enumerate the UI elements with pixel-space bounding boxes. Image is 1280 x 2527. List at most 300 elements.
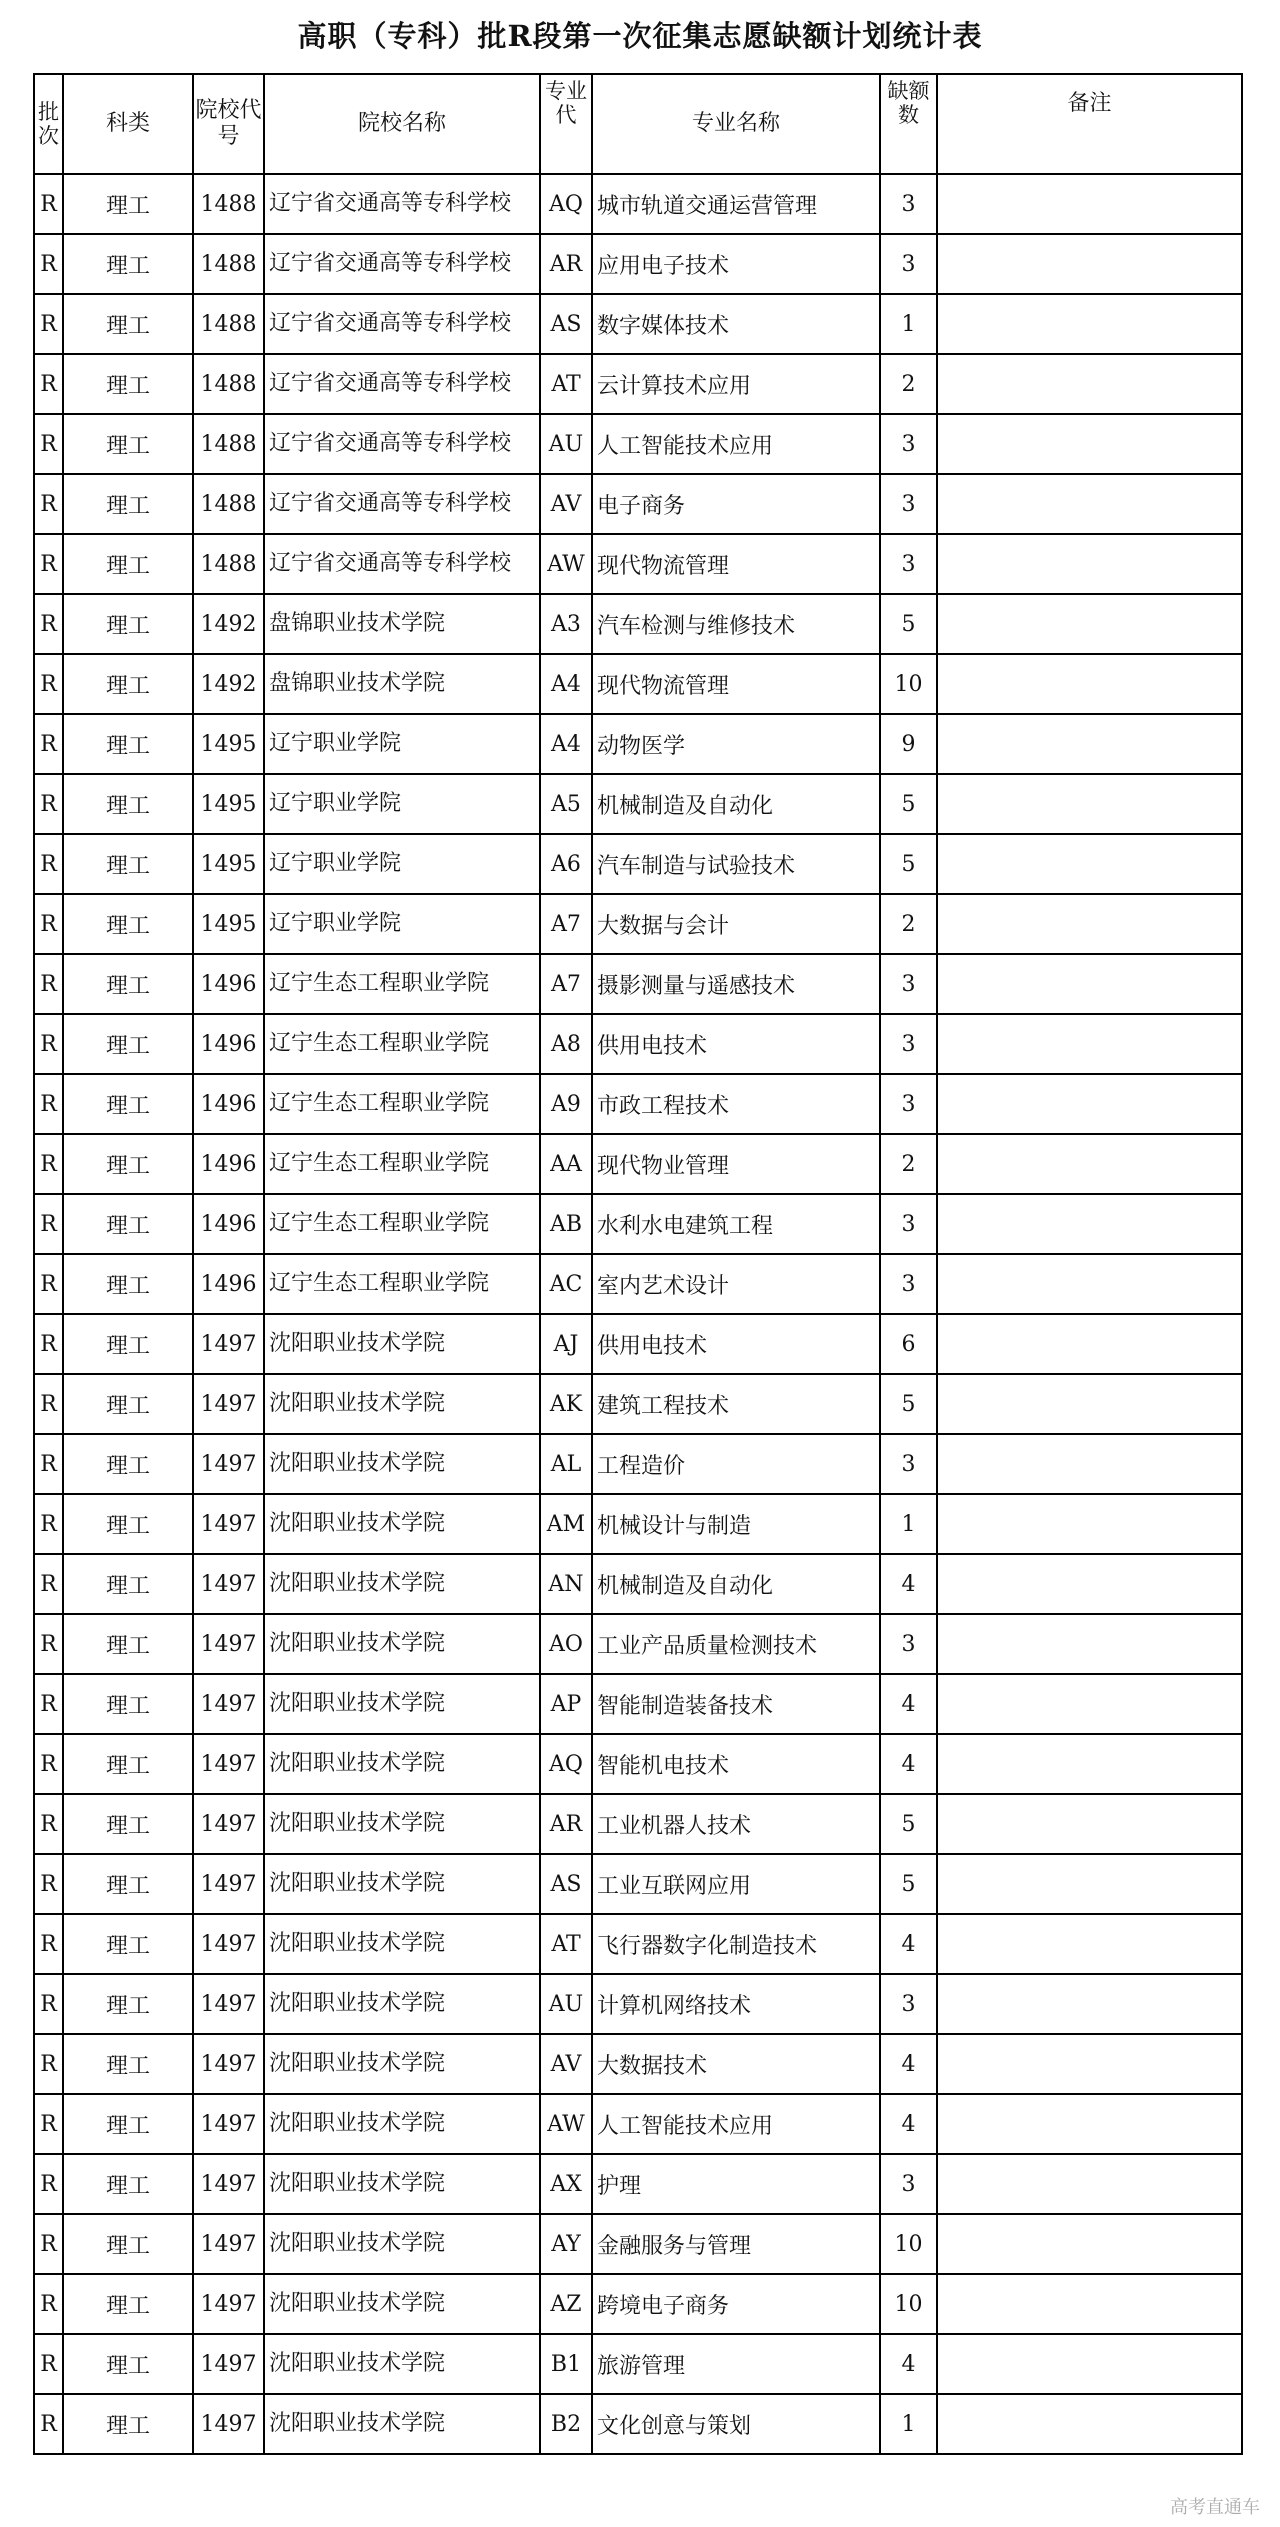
cell-batch: R (34, 354, 63, 414)
header-major-code: 专业代 (540, 74, 592, 174)
cell-remarks (937, 654, 1242, 714)
cell-major-code: AZ (540, 2274, 592, 2334)
cell-school-name: 沈阳职业技术学院 (264, 1674, 540, 1734)
cell-school-code: 1497 (193, 1674, 264, 1734)
cell-school-code: 1497 (193, 1314, 264, 1374)
cell-major-name: 供用电技术 (592, 1314, 880, 1374)
cell-batch: R (34, 834, 63, 894)
cell-major-name: 数字媒体技术 (592, 294, 880, 354)
cell-batch: R (34, 1554, 63, 1614)
cell-school-name: 沈阳职业技术学院 (264, 1854, 540, 1914)
cell-major-code: AV (540, 474, 592, 534)
cell-school-code: 1492 (193, 654, 264, 714)
cell-category: 理工 (63, 2094, 193, 2154)
cell-major-code: A7 (540, 894, 592, 954)
cell-category: 理工 (63, 1554, 193, 1614)
cell-school-code: 1496 (193, 1254, 264, 1314)
table-row (34, 534, 1242, 594)
cell-major-name: 金融服务与管理 (592, 2214, 880, 2274)
cell-batch: R (34, 2034, 63, 2094)
cell-major-code: AK (540, 1374, 592, 1434)
cell-vacancy: 3 (880, 414, 937, 474)
cell-school-code: 1495 (193, 714, 264, 774)
cell-category: 理工 (63, 1074, 193, 1134)
header-batch: 批次 (34, 74, 63, 174)
cell-remarks (937, 1314, 1242, 1374)
cell-major-code: A3 (540, 594, 592, 654)
cell-major-code: AY (540, 2214, 592, 2274)
cell-school-name: 盘锦职业技术学院 (264, 594, 540, 654)
cell-remarks (937, 1254, 1242, 1314)
cell-major-name: 人工智能技术应用 (592, 414, 880, 474)
table-row (34, 1254, 1242, 1314)
cell-batch: R (34, 1914, 63, 1974)
cell-major-name: 工业互联网应用 (592, 1854, 880, 1914)
cell-batch: R (34, 1674, 63, 1734)
cell-school-code: 1488 (193, 354, 264, 414)
cell-category: 理工 (63, 654, 193, 714)
cell-batch: R (34, 2154, 63, 2214)
cell-major-code: AA (540, 1134, 592, 1194)
cell-batch: R (34, 954, 63, 1014)
cell-school-name: 辽宁省交通高等专科学校 (264, 474, 540, 534)
cell-category: 理工 (63, 1794, 193, 1854)
cell-remarks (937, 774, 1242, 834)
cell-school-code: 1497 (193, 1434, 264, 1494)
cell-vacancy: 5 (880, 1854, 937, 1914)
cell-vacancy: 5 (880, 1794, 937, 1854)
cell-school-name: 辽宁省交通高等专科学校 (264, 414, 540, 474)
cell-school-code: 1492 (193, 594, 264, 654)
cell-school-code: 1495 (193, 774, 264, 834)
cell-vacancy: 10 (880, 654, 937, 714)
cell-category: 理工 (63, 234, 193, 294)
cell-major-code: A4 (540, 654, 592, 714)
cell-remarks (937, 834, 1242, 894)
cell-major-name: 城市轨道交通运营管理 (592, 174, 880, 234)
cell-category: 理工 (63, 414, 193, 474)
cell-vacancy: 3 (880, 474, 937, 534)
cell-major-code: AM (540, 1494, 592, 1554)
cell-major-code: AS (540, 294, 592, 354)
cell-batch: R (34, 1314, 63, 1374)
cell-school-code: 1497 (193, 2214, 264, 2274)
cell-school-code: 1497 (193, 2034, 264, 2094)
cell-vacancy: 2 (880, 354, 937, 414)
cell-major-name: 机械设计与制造 (592, 1494, 880, 1554)
cell-remarks (937, 2214, 1242, 2274)
cell-school-code: 1497 (193, 2334, 264, 2394)
cell-vacancy: 3 (880, 1434, 937, 1494)
cell-vacancy: 3 (880, 1614, 937, 1674)
cell-major-code: AU (540, 414, 592, 474)
cell-school-name: 辽宁省交通高等专科学校 (264, 354, 540, 414)
cell-major-code: AN (540, 1554, 592, 1614)
cell-remarks (937, 174, 1242, 234)
cell-batch: R (34, 1854, 63, 1914)
cell-category: 理工 (63, 294, 193, 354)
cell-major-code: AT (540, 1914, 592, 1974)
cell-school-name: 沈阳职业技术学院 (264, 1614, 540, 1674)
cell-school-code: 1488 (193, 294, 264, 354)
cell-major-code: AL (540, 1434, 592, 1494)
header-school-code: 院校代号 (193, 74, 264, 174)
cell-category: 理工 (63, 534, 193, 594)
cell-remarks (937, 714, 1242, 774)
cell-category: 理工 (63, 714, 193, 774)
cell-major-code: A6 (540, 834, 592, 894)
cell-remarks (937, 2154, 1242, 2214)
table-row (34, 2214, 1242, 2274)
watermark: 高考直通车 (1170, 2497, 1260, 2518)
cell-category: 理工 (63, 894, 193, 954)
cell-category: 理工 (63, 774, 193, 834)
cell-category: 理工 (63, 1974, 193, 2034)
cell-major-code: AW (540, 534, 592, 594)
cell-major-name: 跨境电子商务 (592, 2274, 880, 2334)
vacancy-table (33, 73, 1243, 2455)
cell-major-code: AS (540, 1854, 592, 1914)
cell-major-name: 护理 (592, 2154, 880, 2214)
cell-major-code: AW (540, 2094, 592, 2154)
table-row (34, 2034, 1242, 2094)
table-row (34, 1674, 1242, 1734)
cell-batch: R (34, 654, 63, 714)
cell-category: 理工 (63, 474, 193, 534)
table-row (34, 1314, 1242, 1374)
cell-remarks (937, 1614, 1242, 1674)
cell-major-code: AV (540, 2034, 592, 2094)
cell-school-code: 1497 (193, 1914, 264, 1974)
table-row (34, 414, 1242, 474)
cell-major-name: 智能机电技术 (592, 1734, 880, 1794)
cell-batch: R (34, 594, 63, 654)
cell-batch: R (34, 1614, 63, 1674)
cell-category: 理工 (63, 2034, 193, 2094)
cell-vacancy: 3 (880, 1074, 937, 1134)
header-major-name: 专业名称 (592, 74, 880, 174)
cell-vacancy: 4 (880, 2094, 937, 2154)
cell-major-name: 应用电子技术 (592, 234, 880, 294)
cell-remarks (937, 1074, 1242, 1134)
table-row (34, 1974, 1242, 2034)
cell-major-code: AR (540, 1794, 592, 1854)
cell-batch: R (34, 474, 63, 534)
cell-category: 理工 (63, 2214, 193, 2274)
cell-batch: R (34, 2094, 63, 2154)
cell-school-name: 辽宁省交通高等专科学校 (264, 294, 540, 354)
cell-school-name: 沈阳职业技术学院 (264, 1494, 540, 1554)
cell-remarks (937, 1794, 1242, 1854)
cell-major-name: 摄影测量与遥感技术 (592, 954, 880, 1014)
cell-vacancy: 5 (880, 834, 937, 894)
cell-category: 理工 (63, 2274, 193, 2334)
cell-major-name: 工业机器人技术 (592, 1794, 880, 1854)
cell-batch: R (34, 1494, 63, 1554)
cell-remarks (937, 1674, 1242, 1734)
cell-vacancy: 6 (880, 1314, 937, 1374)
cell-remarks (937, 414, 1242, 474)
cell-batch: R (34, 534, 63, 594)
table-row (34, 1794, 1242, 1854)
cell-school-name: 辽宁省交通高等专科学校 (264, 234, 540, 294)
cell-major-code: AP (540, 1674, 592, 1734)
cell-school-code: 1488 (193, 414, 264, 474)
table-row (34, 834, 1242, 894)
cell-major-name: 智能制造装备技术 (592, 1674, 880, 1734)
cell-school-name: 沈阳职业技术学院 (264, 1314, 540, 1374)
cell-remarks (937, 1494, 1242, 1554)
cell-batch: R (34, 1074, 63, 1134)
cell-vacancy: 9 (880, 714, 937, 774)
cell-vacancy: 2 (880, 1134, 937, 1194)
table-row (34, 594, 1242, 654)
cell-batch: R (34, 2394, 63, 2454)
cell-vacancy: 3 (880, 1974, 937, 2034)
cell-school-name: 沈阳职业技术学院 (264, 2214, 540, 2274)
cell-vacancy: 4 (880, 1734, 937, 1794)
cell-major-code: AO (540, 1614, 592, 1674)
cell-major-code: AX (540, 2154, 592, 2214)
cell-major-name: 文化创意与策划 (592, 2394, 880, 2454)
cell-category: 理工 (63, 1854, 193, 1914)
cell-batch: R (34, 714, 63, 774)
table-row (34, 1614, 1242, 1674)
cell-category: 理工 (63, 834, 193, 894)
cell-school-code: 1488 (193, 174, 264, 234)
table-row (34, 474, 1242, 534)
table-row (34, 654, 1242, 714)
cell-major-name: 机械制造及自动化 (592, 774, 880, 834)
cell-remarks (937, 354, 1242, 414)
cell-major-name: 供用电技术 (592, 1014, 880, 1074)
cell-school-code: 1497 (193, 1794, 264, 1854)
cell-major-code: AT (540, 354, 592, 414)
table-row (34, 1194, 1242, 1254)
table-row (34, 234, 1242, 294)
cell-remarks (937, 1374, 1242, 1434)
cell-school-code: 1497 (193, 1614, 264, 1674)
cell-vacancy: 3 (880, 1014, 937, 1074)
cell-category: 理工 (63, 1314, 193, 1374)
table-row (34, 1434, 1242, 1494)
cell-category: 理工 (63, 2394, 193, 2454)
cell-major-code: A9 (540, 1074, 592, 1134)
table-row (34, 894, 1242, 954)
header-school-name: 院校名称 (264, 74, 540, 174)
cell-major-code: AQ (540, 1734, 592, 1794)
cell-major-name: 汽车检测与维修技术 (592, 594, 880, 654)
cell-major-code: B1 (540, 2334, 592, 2394)
cell-school-name: 辽宁省交通高等专科学校 (264, 534, 540, 594)
cell-school-code: 1497 (193, 2394, 264, 2454)
cell-school-code: 1488 (193, 534, 264, 594)
cell-batch: R (34, 1434, 63, 1494)
cell-batch: R (34, 1254, 63, 1314)
cell-batch: R (34, 774, 63, 834)
cell-school-name: 沈阳职业技术学院 (264, 2334, 540, 2394)
table-row (34, 1074, 1242, 1134)
cell-vacancy: 1 (880, 1494, 937, 1554)
cell-batch: R (34, 1734, 63, 1794)
table-header-row (34, 74, 1242, 174)
cell-school-name: 沈阳职业技术学院 (264, 2154, 540, 2214)
cell-batch: R (34, 2274, 63, 2334)
cell-school-name: 辽宁职业学院 (264, 714, 540, 774)
cell-school-name: 辽宁生态工程职业学院 (264, 1074, 540, 1134)
cell-batch: R (34, 1974, 63, 2034)
table-row (34, 1854, 1242, 1914)
cell-major-name: 现代物流管理 (592, 534, 880, 594)
table-row (34, 1554, 1242, 1614)
cell-major-name: 现代物流管理 (592, 654, 880, 714)
cell-major-name: 电子商务 (592, 474, 880, 534)
cell-vacancy: 1 (880, 2394, 937, 2454)
cell-vacancy: 5 (880, 774, 937, 834)
cell-batch: R (34, 234, 63, 294)
cell-major-name: 动物医学 (592, 714, 880, 774)
table-row (34, 354, 1242, 414)
cell-category: 理工 (63, 1434, 193, 1494)
cell-school-code: 1497 (193, 2094, 264, 2154)
cell-school-code: 1497 (193, 1734, 264, 1794)
cell-school-code: 1497 (193, 1854, 264, 1914)
cell-school-name: 沈阳职业技术学院 (264, 1374, 540, 1434)
cell-school-code: 1495 (193, 894, 264, 954)
table-row (34, 1494, 1242, 1554)
cell-category: 理工 (63, 1614, 193, 1674)
cell-school-name: 沈阳职业技术学院 (264, 1794, 540, 1854)
cell-vacancy: 3 (880, 534, 937, 594)
cell-school-code: 1496 (193, 954, 264, 1014)
table-row (34, 2394, 1242, 2454)
cell-major-code: AJ (540, 1314, 592, 1374)
cell-remarks (937, 474, 1242, 534)
cell-school-name: 沈阳职业技术学院 (264, 1974, 540, 2034)
cell-school-name: 辽宁生态工程职业学院 (264, 954, 540, 1014)
cell-batch: R (34, 294, 63, 354)
table-row (34, 294, 1242, 354)
cell-major-name: 汽车制造与试验技术 (592, 834, 880, 894)
cell-remarks (937, 534, 1242, 594)
cell-school-name: 沈阳职业技术学院 (264, 1734, 540, 1794)
cell-batch: R (34, 1134, 63, 1194)
cell-school-name: 辽宁生态工程职业学院 (264, 1014, 540, 1074)
cell-major-code: AC (540, 1254, 592, 1314)
cell-major-name: 大数据与会计 (592, 894, 880, 954)
header-vacancy: 缺额数 (880, 74, 937, 174)
cell-school-code: 1497 (193, 2274, 264, 2334)
cell-remarks (937, 594, 1242, 654)
cell-school-code: 1497 (193, 2154, 264, 2214)
cell-school-code: 1497 (193, 1974, 264, 2034)
cell-vacancy: 3 (880, 234, 937, 294)
cell-remarks (937, 1014, 1242, 1074)
cell-school-name: 辽宁生态工程职业学院 (264, 1194, 540, 1254)
cell-vacancy: 3 (880, 174, 937, 234)
cell-vacancy: 4 (880, 2334, 937, 2394)
table-row (34, 954, 1242, 1014)
cell-school-code: 1497 (193, 1374, 264, 1434)
header-remarks: 备注 (937, 74, 1242, 174)
table-row (34, 1134, 1242, 1194)
cell-batch: R (34, 1794, 63, 1854)
cell-vacancy: 4 (880, 1554, 937, 1614)
table-row (34, 174, 1242, 234)
cell-major-name: 计算机网络技术 (592, 1974, 880, 2034)
cell-vacancy: 4 (880, 1674, 937, 1734)
cell-batch: R (34, 1014, 63, 1074)
cell-batch: R (34, 2334, 63, 2394)
cell-school-code: 1497 (193, 1494, 264, 1554)
cell-school-code: 1496 (193, 1014, 264, 1074)
table-body (34, 174, 1242, 2454)
cell-batch: R (34, 894, 63, 954)
cell-vacancy: 10 (880, 2274, 937, 2334)
cell-vacancy: 10 (880, 2214, 937, 2274)
cell-remarks (937, 1734, 1242, 1794)
cell-school-name: 沈阳职业技术学院 (264, 1554, 540, 1614)
cell-major-code: AB (540, 1194, 592, 1254)
cell-school-name: 辽宁职业学院 (264, 774, 540, 834)
cell-vacancy: 3 (880, 1254, 937, 1314)
cell-remarks (937, 1194, 1242, 1254)
cell-major-code: B2 (540, 2394, 592, 2454)
cell-school-name: 辽宁省交通高等专科学校 (264, 174, 540, 234)
cell-school-name: 沈阳职业技术学院 (264, 1434, 540, 1494)
cell-batch: R (34, 414, 63, 474)
table-row (34, 774, 1242, 834)
cell-category: 理工 (63, 1254, 193, 1314)
cell-vacancy: 4 (880, 2034, 937, 2094)
cell-school-code: 1488 (193, 234, 264, 294)
cell-remarks (937, 2274, 1242, 2334)
cell-school-name: 沈阳职业技术学院 (264, 2094, 540, 2154)
cell-major-name: 旅游管理 (592, 2334, 880, 2394)
cell-major-code: A8 (540, 1014, 592, 1074)
table-row (34, 1014, 1242, 1074)
cell-category: 理工 (63, 594, 193, 654)
cell-category: 理工 (63, 354, 193, 414)
table-row (34, 1374, 1242, 1434)
cell-school-name: 辽宁生态工程职业学院 (264, 1254, 540, 1314)
cell-major-code: AQ (540, 174, 592, 234)
cell-school-code: 1495 (193, 834, 264, 894)
cell-vacancy: 3 (880, 1194, 937, 1254)
cell-school-name: 沈阳职业技术学院 (264, 2394, 540, 2454)
cell-category: 理工 (63, 1914, 193, 1974)
cell-major-name: 建筑工程技术 (592, 1374, 880, 1434)
cell-category: 理工 (63, 1134, 193, 1194)
cell-major-name: 人工智能技术应用 (592, 2094, 880, 2154)
cell-vacancy: 5 (880, 594, 937, 654)
page-title: 高职（专科）批R段第一次征集志愿缺额计划统计表 (297, 19, 983, 53)
cell-school-code: 1497 (193, 1554, 264, 1614)
cell-vacancy: 2 (880, 894, 937, 954)
cell-category: 理工 (63, 954, 193, 1014)
cell-major-name: 工业产品质量检测技术 (592, 1614, 880, 1674)
cell-school-name: 盘锦职业技术学院 (264, 654, 540, 714)
cell-remarks (937, 2034, 1242, 2094)
cell-remarks (937, 1554, 1242, 1614)
cell-remarks (937, 1914, 1242, 1974)
cell-major-code: AU (540, 1974, 592, 2034)
cell-school-name: 辽宁职业学院 (264, 834, 540, 894)
cell-school-name: 沈阳职业技术学院 (264, 2274, 540, 2334)
cell-school-code: 1496 (193, 1134, 264, 1194)
cell-category: 理工 (63, 2154, 193, 2214)
cell-category: 理工 (63, 1494, 193, 1554)
